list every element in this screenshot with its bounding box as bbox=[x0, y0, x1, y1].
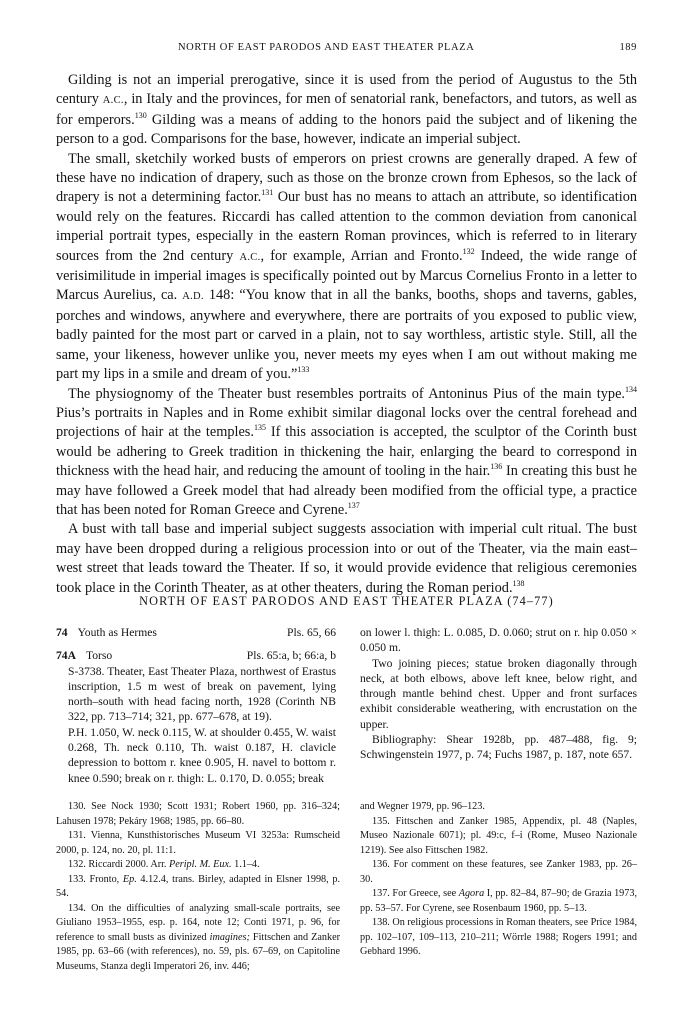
footnote-132: 132. Riccardi 2000. Arr. Peripl. M. Eux. 1.1–4. bbox=[68, 859, 260, 870]
entry-dimensions-cont: on lower l. thigh: L. 0.085, D. 0.060; strut on r. hip 0.050 × 0.050 m. bbox=[360, 626, 637, 655]
paragraph-busts: The small, sketchily worked busts of emperors on priest crowns are generally draped. A few of these have no indication of drapery, such as those on the bronze crown from Ephesos, so the lack of drapery is not a determining factor.$^{131}$ Our bust has no means to attach an attribute, so identification would rely on the features. Riccardi has called attention to the common deviation from canonical imperial portrait types, especially in the eastern Roman provinces, which is referred to in literary sources from the 2nd century A.C., for example, Arrian and Fronto.$^{132}$ Indeed, the wide range of verisimilitude in imperial images is specifically pointed out by Marcus Cornelius Fronto in a letter to Marcus Aurelius, ca. A.D. 148: “You know that in all the banks, booths, shops and taverns, gables, porches and windows, anywhere and everywhere, there are portraits of you exposed to public view, badly painted for the most part or carved in a plain, not to say worthless, artistic style. Still, all the same, your likeness, however unlike you, never meets my eyes when I am out without making me part my lips in a smile and dream of you.”$^{133}$ bbox=[56, 150, 637, 383]
catalog-entry-74 bbox=[56, 625, 336, 640]
footnote-ref-138[interactable]: 138 bbox=[512, 578, 525, 588]
footnote-138: 138. On religious processions in Roman theaters, see Price 1984, pp. 102–107, 109–113, 210–211; Wörrle 1988; Rogers 1991; and Gebhard 1996. bbox=[360, 917, 637, 957]
footnote-ref-136[interactable]: 136 bbox=[490, 462, 503, 472]
entry-findspot: S-3738. Theater, East Theater Plaza, northwest of Erastus inscription, 1.5 m west of break on pavement, lying north–south with head facing north, 1928 (Corinth NB 322, pp. 713–714; 321, pp. 677–678, at 19). bbox=[68, 664, 336, 724]
entry-description: Two joining pieces; statue broken diagonally through neck, at both elbows, above left knee, below right, and through mantle behind chest. Upper and front surfaces exhibit considerable weathering, with encrustation on the upper. bbox=[360, 656, 637, 731]
entry-dimensions: P.H. 1.050, W. neck 0.115, W. at shoulder 0.455, W. waist 0.268, Th. neck 0.110, Th. waist 0.187, H. clavicle depression to bottom r. knee 0.905, H. navel to bottom r. knee 0.590; break on r. thigh: L. 0.170, D. 0.055; break bbox=[68, 725, 336, 785]
footnote-135: 135. Fittschen and Zanker 1985, Appendix, pl. 48 (Naples, Museo Nazionale 6071); pl. 49:c, f–i (Rome, Museo Nazionale 1219). See also Fittschen 1982. bbox=[360, 815, 637, 856]
running-head-title: NORTH OF EAST PARODOS AND EAST THEATER PLAZA bbox=[178, 42, 475, 53]
footnotes-left bbox=[56, 800, 340, 974]
footnote-136: 136. For comment on these features, see Zanker 1983, pp. 26–30. bbox=[360, 859, 637, 885]
footnote-ref-131[interactable]: 131 bbox=[261, 188, 274, 198]
footnote-ref-132[interactable]: 132 bbox=[462, 246, 475, 256]
entry-title: Youth as Hermes bbox=[77, 626, 157, 639]
entry-number: 74 bbox=[56, 626, 68, 639]
footnote-ref-137[interactable]: 137 bbox=[347, 501, 360, 511]
footnote-131: 131. Vienna, Kunsthistorisches Museum VI 3253a: Rumscheid 2000, p. 124, no. 20, pl. 11:1. bbox=[56, 830, 340, 856]
entry-title: Torso bbox=[85, 649, 113, 663]
paragraph-gilding: Gilding is not an imperial prerogative, since it is used from the period of Augustus to the 5th century A.C., in Italy and the provinces, for men of senatorial rank, benefactors, and tutors, as well as for emperors.$^{130}$ Gilding was a means of adding to the honors paid the subject and of likening the person to a god. Comparisons for the base, however, indicate an imperial subject. bbox=[56, 72, 638, 148]
catalog-column-right bbox=[360, 625, 637, 763]
catalog-column-left bbox=[56, 625, 336, 786]
footnote-130: 130. See Nock 1930; Scott 1931; Robert 1960, pp. 316–324; Lahusen 1978; Pekáry 1968; 1985, pp. 66–80. bbox=[56, 801, 340, 827]
footnote-ref-134[interactable]: 134 bbox=[625, 384, 637, 394]
entry-plates: Pls. 65, 66 bbox=[287, 626, 336, 639]
page-number: 189 bbox=[619, 42, 637, 53]
paragraph-physiognomy: The physiognomy of the Theater bust resembles portraits of Antoninus Pius of the main type.$^{134}$ Pius’s portraits in Naples and in Rome exhibit similar diagonal locks over the central forehead and projections of hair at the temples.$^{135}$ If this association is accepted, the sculptor of the Corinth bust would be adhering to Greek tradition in thickening the hair, enlarging the beard to correspond in thickness with the head hair, and reducing the amount of tooling in the hair.$^{136}$ In creating this bust he may have followed a Greek model that had already been modified from the official type, a practice that has been noted for Roman Greece and Cyrene.$^{137}$ bbox=[56, 384, 637, 518]
footnote-137: 137. For Greece, see Agora I, pp. 82–84, 87–90; de Grazia 1973, pp. 53–57. For Cyrene, see Rosenbaum 1960, pp. 5–13. bbox=[360, 888, 638, 914]
paragraph-ritual: A bust with tall base and imperial subject suggests association with imperial cult ritual. The bust may have been dropped during a religious procession into or out of the Theater, via the main east–west street that leads toward the Theater. If so, it would provide evidence that religious ceremonies took place in the Corinth Theater, as at other theaters, during the Roman period.$^{138}$ bbox=[56, 521, 637, 596]
entry-plates: Pls. 65:a, b; 66:a, b bbox=[246, 649, 336, 663]
footnote-134: 134. On the difficulties of analyzing small-scale portraits, see Giuliano 1953–1955, esp. p. 164, note 12; Conti 1971, p. 96, for reference to small busts as divinized imagines; Fittschen and Zanker 1985, pp. 63–66 (with references), no. 59, pls. 67–69, on Capitoline Museums, Stanza degli Imperatori 26, inv. 446; bbox=[56, 902, 340, 972]
footnote-ref-135[interactable]: 135 bbox=[253, 423, 266, 433]
section-heading: NORTH OF EAST PARODOS AND EAST THEATER PLAZA (74–77) bbox=[139, 594, 554, 608]
main-text bbox=[56, 71, 637, 598]
footnote-ref-133[interactable]: 133 bbox=[297, 365, 310, 375]
entry-bibliography: Bibliography: Shear 1928b, pp. 487–488, fig. 9; Schwingenstein 1977, p. 74; Fuchs 1987, p. 187, note 657. bbox=[360, 733, 637, 762]
footnote-133: 133. Fronto, Ep. 4.12.4, trans. Birley, adapted in Elsner 1998, p. 54. bbox=[56, 873, 341, 899]
footnote-ref-130[interactable]: 130 bbox=[134, 111, 147, 121]
catalog-entry-74a bbox=[56, 648, 336, 663]
entry-number: 74A bbox=[56, 649, 76, 663]
footnote-134-continued: and Wegner 1979, pp. 96–123. bbox=[360, 801, 485, 812]
running-head bbox=[56, 42, 637, 58]
footnotes-right bbox=[360, 800, 637, 960]
